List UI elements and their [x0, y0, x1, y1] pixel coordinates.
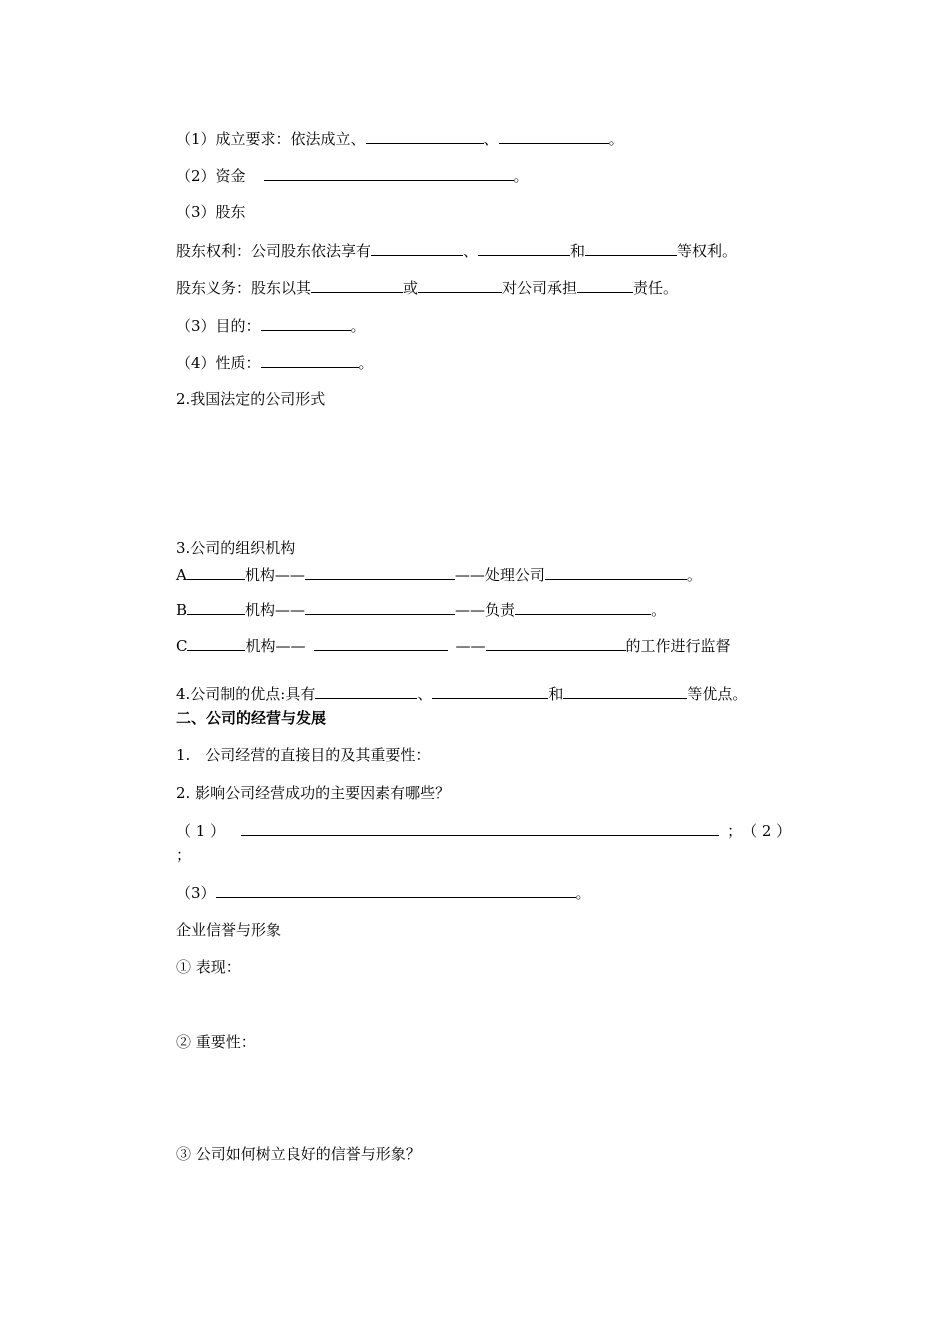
shareholder-label: （3）股东 [176, 203, 246, 221]
blank-field[interactable] [499, 128, 609, 144]
purpose-text: （3）目的： [176, 317, 261, 335]
factor-3-end: 。 [575, 884, 591, 902]
blank-field[interactable] [315, 683, 417, 699]
factors-question: 2. 影响公司经营成功的主要因素有哪些？ [176, 784, 451, 802]
section-2-heading: 二、公司的经营与发展 [176, 709, 327, 727]
org-c-letter: C [176, 637, 188, 655]
credit-heading: 企业信誉与形象 [176, 921, 282, 939]
org-b-line [176, 599, 666, 620]
org-a-handle: ——处理公司 [454, 566, 545, 584]
org-b-end: 。 [651, 601, 667, 619]
org-a-letter: A [176, 566, 187, 584]
org-a-end: 。 [686, 566, 702, 584]
rights-sep: 、 [463, 242, 479, 260]
advantages-text: 4.公司制的优点:具有 [176, 685, 316, 703]
blank-field[interactable] [486, 635, 626, 651]
blank-field[interactable] [241, 820, 719, 836]
blank-field[interactable] [187, 599, 245, 615]
org-b-responsible: ——负责 [455, 601, 516, 619]
blank-field[interactable] [261, 352, 359, 368]
org-c-line [176, 635, 731, 656]
factor-3-label: （3） [176, 884, 216, 902]
blank-field[interactable] [563, 683, 687, 699]
factor-2-wrap: ； [176, 846, 192, 864]
nature-line [176, 352, 374, 373]
rights-end: 等权利。 [677, 242, 738, 260]
blank-field[interactable] [261, 315, 351, 331]
org-b-letter: B [176, 601, 188, 619]
advantages-end: 等优点。 [687, 685, 748, 703]
blank-field[interactable] [311, 277, 403, 293]
blank-field[interactable] [418, 277, 502, 293]
factor-1-line [176, 820, 791, 841]
org-a-line [176, 564, 702, 585]
org-c-dash: —— [455, 637, 486, 655]
blank-field[interactable] [585, 240, 677, 256]
duties-text: 股东义务：股东以其 [176, 279, 312, 297]
fund-text: （2）资金 [176, 167, 246, 185]
advantages-sep: 、 [417, 685, 433, 703]
credit-how: ③ 公司如何树立良好的信誉与形象？ [176, 1145, 421, 1163]
purpose-line [176, 315, 366, 336]
blank-field[interactable] [478, 240, 570, 256]
blank-field[interactable] [577, 277, 633, 293]
rights-text: 股东权利：公司股东依法享有 [176, 242, 372, 260]
factor-2-label: ； （ 2 ） [727, 822, 792, 840]
req-text: （1）成立要求：依法成立、 [176, 130, 366, 148]
credit-performance: ① 表现： [176, 958, 241, 976]
advantages-line [176, 683, 747, 704]
q2-heading: 2.我国法定的公司形式 [176, 390, 326, 408]
org-c-end: 的工作进行监督 [625, 637, 731, 655]
blank-field[interactable] [305, 599, 455, 615]
nature-end: 。 [358, 354, 374, 372]
rights-and: 和 [570, 242, 586, 260]
duties-mid: 对公司承担 [502, 279, 578, 297]
advantages-and: 和 [548, 685, 564, 703]
blank-field[interactable] [187, 635, 245, 651]
factor-3-line [176, 882, 591, 903]
blank-field[interactable] [515, 599, 651, 615]
blank-field[interactable] [432, 683, 548, 699]
req-end: 。 [608, 130, 624, 148]
req-line [176, 128, 624, 149]
blank-field[interactable] [371, 240, 463, 256]
duties-end: 责任。 [633, 279, 679, 297]
duties-line [176, 277, 678, 298]
blank-field[interactable] [305, 564, 455, 580]
blank-field[interactable] [545, 564, 687, 580]
nature-text: （4）性质： [176, 354, 261, 372]
factor-1-label: （ 1 ） [176, 822, 226, 840]
org-b-text: 机构—— [245, 601, 306, 619]
duties-or: 或 [403, 279, 419, 297]
blank-field[interactable] [187, 564, 245, 580]
fund-end: 。 [513, 167, 529, 185]
purpose-end: 。 [350, 317, 366, 335]
blank-field[interactable] [216, 882, 576, 898]
blank-field[interactable] [314, 635, 448, 651]
org-c-text: 机构—— [245, 637, 306, 655]
org-a-text: 机构—— [244, 566, 305, 584]
blank-field[interactable] [366, 128, 484, 144]
req-sep: 、 [483, 130, 499, 148]
q3-heading: 3.公司的组织机构 [176, 539, 296, 557]
fund-line [176, 165, 529, 186]
purpose-question: 1. 公司经营的直接目的及其重要性： [176, 746, 431, 764]
blank-field[interactable] [264, 165, 514, 181]
rights-line [176, 240, 737, 261]
credit-importance: ② 重要性： [176, 1033, 256, 1051]
